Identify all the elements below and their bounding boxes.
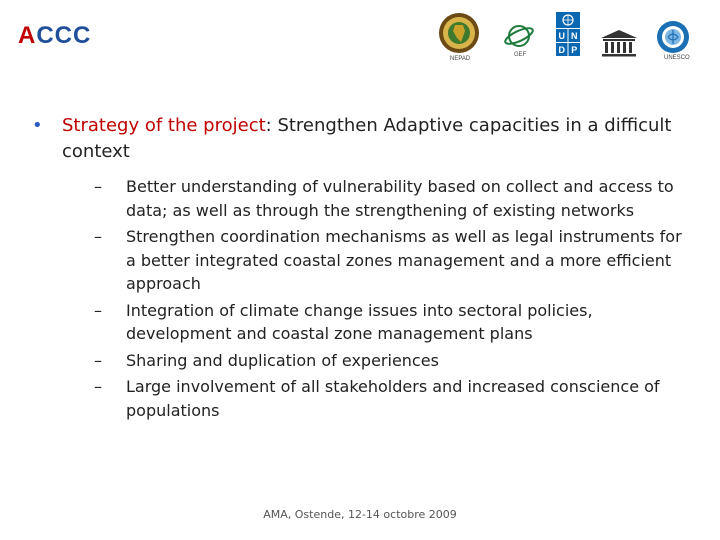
gef-globe-icon: [503, 22, 535, 50]
bullet-dot-icon: •: [32, 115, 43, 136]
list-item: – Large involvement of all stakeholders and increased conscience of populations: [94, 375, 684, 422]
svg-text:D: D: [558, 45, 565, 55]
list-item: – Sharing and duplication of experiences: [94, 349, 684, 373]
dash-icon: –: [94, 377, 102, 396]
slide-body: [32, 113, 682, 425]
undp-logo-icon: [556, 12, 580, 56]
ioc-globe-icon: [656, 20, 690, 54]
svg-text:N: N: [571, 31, 578, 41]
gef-label: GEF: [514, 52, 527, 58]
nepad-label: NEPAD: [450, 56, 471, 62]
slide-footer: AMA, Ostende, 12-14 octobre 2009: [263, 508, 457, 521]
dash-icon: –: [94, 350, 102, 370]
list-item: – Better understanding of vulnerability based on collect and access to data; as well as through the strengthening of existing networks: [94, 175, 684, 222]
sub-list: [94, 175, 684, 422]
main-bullet: [32, 113, 682, 165]
brand-rest: CCC: [36, 22, 92, 49]
strategy-text: : Strengthen Adaptive capacities in a difficult context: [62, 115, 672, 162]
unesco-temple-icon: [599, 28, 639, 58]
list-item: – Strengthen coordination mechanisms as well as legal instruments for a better integrated coastal zones management and a more efficient approach: [94, 225, 684, 296]
ioc-label: UNESCO: [664, 55, 690, 61]
nepad-emblem-icon: [438, 12, 480, 54]
brand-first-letter: A: [18, 22, 37, 49]
strategy-label: Strategy of the project: [62, 115, 266, 136]
dash-icon: –: [94, 177, 102, 196]
svg-text:P: P: [571, 45, 578, 55]
dash-icon: –: [94, 227, 102, 246]
dash-icon: –: [94, 300, 102, 320]
accc-logo: [18, 22, 91, 50]
list-item: – Integration of climate change issues into sectoral policies, development and coastal zone management plans: [94, 299, 684, 346]
svg-text:U: U: [558, 31, 565, 41]
